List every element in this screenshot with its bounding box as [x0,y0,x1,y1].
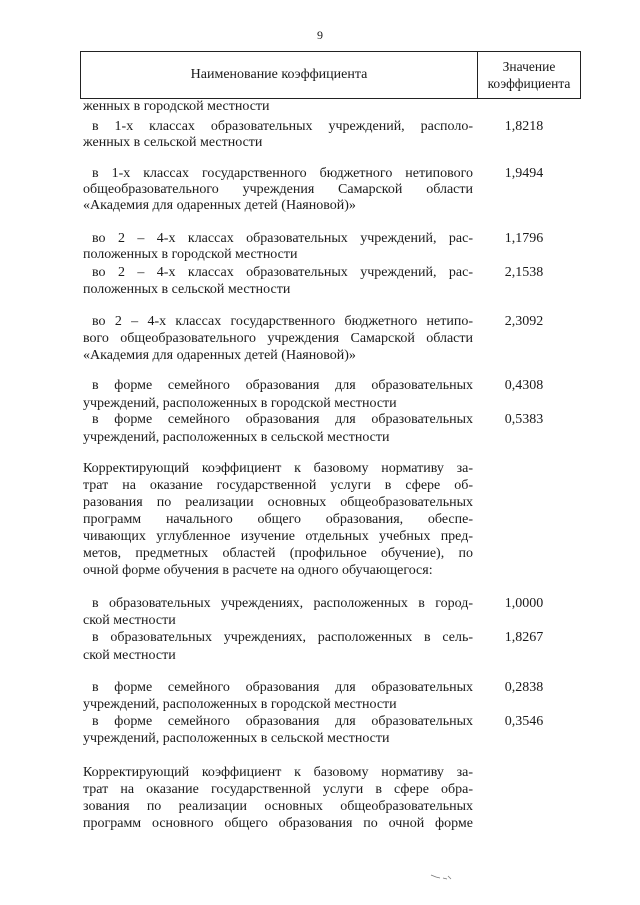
header-value-column [478,52,580,98]
text-line: женных в сельской местности [83,135,263,150]
text-line: зования по реализации основных общеобразовательных [83,799,473,814]
text-line: вого общеобразовательного учреждения Самарской области [83,331,473,346]
text-line: в форме семейного образования для образовательных [92,680,473,695]
text-line: трат на оказание государственной услуги в сфере обра- [83,782,473,797]
text-line: трат на оказание государственной услуги в сфере об- [83,478,473,493]
page-number: 9 [317,28,323,42]
table-header [80,51,581,99]
text-line: учреждений, расположенных в сельской местности [83,430,390,445]
text-line: во 2 – 4-х классах образовательных учреждений, рас- [92,231,473,246]
text-line: в форме семейного образования для образовательных [92,378,473,393]
text-line: программ основного общего образования по очной форме [83,816,473,831]
text-line: очной форме обучения в расчете на одного обучающегося: [83,563,433,578]
text-line: учреждений, расположенных в городской местности [83,697,397,712]
text-line: «Академия для одаренных детей (Наяновой)» [83,348,356,363]
text-line: в форме семейного образования для образовательных [92,714,473,729]
coefficient-value: 1,8267 [504,630,544,645]
text-line: программ начального общего образования, обеспе- [83,512,473,527]
coefficient-value: 0,4308 [504,378,544,393]
text-line: в образовательных учреждениях, расположенных в город- [92,596,473,611]
text-line: в образовательных учреждениях, расположенных в сель- [92,630,473,645]
coefficient-value: 2,1538 [504,265,544,280]
text-line: во 2 – 4-х классах государственного бюджетного нетипо- [92,314,473,329]
header-name-column: Наименование коэффициента [190,67,368,82]
text-line: Корректирующий коэффициент к базовому нормативу за- [83,461,473,476]
text-line: в 1-х классах государственного бюджетного нетипового [92,166,473,181]
scan-mark [430,873,452,881]
text-line: ской местности [83,648,176,663]
text-line: учреждений, расположенных в сельской местности [83,731,390,746]
text-line: Корректирующий коэффициент к базовому нормативу за- [83,765,473,780]
text-line: в 1-х классах образовательных учреждений, располо- [92,119,473,134]
text-line: женных в городской местности [83,99,270,114]
text-line: во 2 – 4-х классах образовательных учреждений, рас- [92,265,473,280]
text-line: в форме семейного образования для образовательных [92,412,473,427]
text-line: метов, предметных областей (профильное обучение), по [83,546,473,561]
header-value-label-1: Значение [502,59,556,74]
text-line: учреждений, расположенных в городской местности [83,396,397,411]
coefficient-value: 1,0000 [504,596,544,611]
coefficient-value: 1,8218 [504,119,544,134]
text-line: общеобразовательного учреждения Самарской области [83,182,473,197]
text-line: ской местности [83,613,176,628]
text-line: разования по реализации основных общеобразовательных [83,495,473,510]
text-line: «Академия для одаренных детей (Наяновой)» [83,198,356,213]
coefficient-value: 1,1796 [504,231,544,246]
text-line: чивающих углубленное изучение отдельных учебных пред- [83,529,473,544]
coefficient-value: 2,3092 [504,314,544,329]
text-line: положенных в городской местности [83,247,298,262]
coefficient-value: 1,9494 [504,166,544,181]
coefficient-value: 0,3546 [504,714,544,729]
text-line: положенных в сельской местности [83,282,291,297]
coefficient-value: 0,2838 [504,680,544,695]
coefficient-value: 0,5383 [504,412,544,427]
header-value-label-2: коэффициента [487,76,571,91]
